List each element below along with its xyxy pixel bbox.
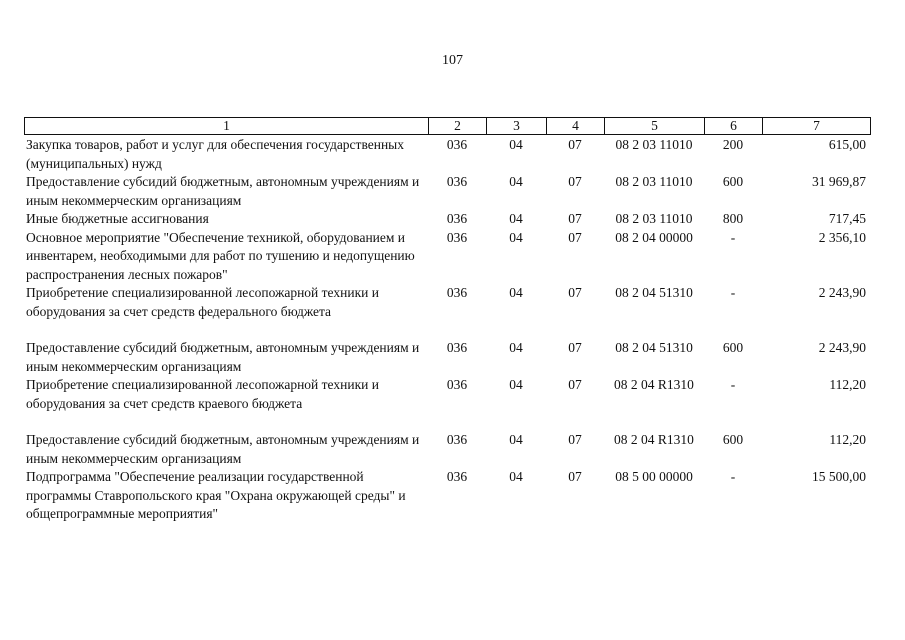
row-col-2: 036 <box>446 469 468 484</box>
table-row <box>24 210 870 229</box>
row-name: Предоставление субсидий бюджетным, автономным учреждениям и иным некоммерческим организациям <box>26 432 420 466</box>
row-col-4: 07 <box>568 285 582 300</box>
row-amount: 15 500,00 <box>812 469 866 484</box>
header-col-6: 6 <box>705 118 763 135</box>
page-number: 107 <box>442 53 463 68</box>
row-col-5: 08 2 04 51310 <box>615 285 693 300</box>
header-col-3: 3 <box>487 118 547 135</box>
row-amount: 2 243,90 <box>818 340 866 355</box>
row-col-4: 07 <box>568 229 582 245</box>
row-col-5: 08 2 03 11010 <box>615 211 693 226</box>
row-col-4: 07 <box>568 432 582 447</box>
table-row <box>24 376 870 413</box>
row-amount: 2 243,90 <box>818 285 866 300</box>
row-col-6: - <box>730 469 736 484</box>
row-col-4: 07 <box>568 340 582 355</box>
row-col-6: 600 <box>722 174 744 189</box>
header-col-4: 4 <box>547 118 605 135</box>
row-name: Основное мероприятие "Обеспечение техникой, оборудованием и инвентарем, необходимыми для работ по тушению и недопущению распространения лесных пожаров" <box>26 229 415 282</box>
row-col-3: 04 <box>509 377 523 392</box>
row-name: Иные бюджетные ассигнования <box>26 211 209 226</box>
table-row <box>24 468 870 524</box>
row-col-6: - <box>730 229 736 245</box>
header-col-1: 1 <box>25 118 429 135</box>
table-row <box>24 173 870 210</box>
row-col-3: 04 <box>509 285 523 300</box>
row-col-6: 800 <box>722 211 744 226</box>
row-col-4: 07 <box>568 211 582 226</box>
row-amount: 31 969,87 <box>812 174 866 189</box>
row-name: Приобретение специализированной лесопожарной техники и оборудования за счет средств федерального бюджета <box>26 285 379 319</box>
row-col-5: 08 5 00 00000 <box>615 469 693 484</box>
table-row <box>24 136 870 173</box>
row-name: Приобретение специализированной лесопожарной техники и оборудования за счет средств краевого бюджета <box>26 377 379 411</box>
row-col-2: 036 <box>446 229 468 245</box>
budget-table <box>24 136 870 524</box>
row-col-3: 04 <box>509 469 523 484</box>
row-col-3: 04 <box>509 174 523 189</box>
row-col-6: 600 <box>722 340 744 355</box>
row-col-4: 07 <box>568 377 582 392</box>
row-col-3: 04 <box>509 340 523 355</box>
header-col-2: 2 <box>429 118 487 135</box>
row-name: Предоставление субсидий бюджетным, автономным учреждениям и иным некоммерческим организациям <box>26 340 420 374</box>
row-col-2: 036 <box>446 432 468 447</box>
row-amount: 717,45 <box>828 211 866 226</box>
row-col-4: 07 <box>568 469 582 484</box>
row-amount: 2 356,10 <box>818 229 866 245</box>
row-col-5: 08 2 03 11010 <box>615 174 693 189</box>
row-col-5: 08 2 04 R1310 <box>614 377 694 392</box>
row-col-4: 07 <box>568 137 582 152</box>
row-col-3: 04 <box>509 229 523 245</box>
row-col-5: 08 2 04 51310 <box>615 340 693 355</box>
row-col-3: 04 <box>509 211 523 226</box>
row-col-6: - <box>730 285 736 300</box>
row-col-2: 036 <box>446 377 468 392</box>
header-col-5: 5 <box>605 118 705 135</box>
table-row <box>24 229 870 285</box>
header-col-7: 7 <box>763 118 871 135</box>
column-header-table <box>24 117 871 135</box>
row-col-6: 600 <box>722 432 744 447</box>
row-col-5: 08 2 03 11010 <box>615 137 693 152</box>
row-col-2: 036 <box>446 174 468 189</box>
table-row <box>24 339 870 376</box>
table-row <box>24 431 870 468</box>
row-col-6: 200 <box>722 137 744 152</box>
row-col-3: 04 <box>509 137 523 152</box>
row-col-5: 08 2 04 R1310 <box>614 432 694 447</box>
row-col-2: 036 <box>446 340 468 355</box>
row-amount: 112,20 <box>829 377 866 392</box>
row-col-5: 08 2 04 00000 <box>615 229 693 245</box>
row-col-2: 036 <box>446 211 468 226</box>
row-name: Предоставление субсидий бюджетным, автономным учреждениям и иным некоммерческим организациям <box>26 174 420 208</box>
row-col-3: 04 <box>509 432 523 447</box>
row-name: Закупка товаров, работ и услуг для обеспечения государственных (муниципальных) нужд <box>26 137 405 171</box>
row-col-4: 07 <box>568 174 582 189</box>
row-amount: 615,00 <box>828 137 866 152</box>
table-row <box>24 284 870 321</box>
row-name: Подпрограмма "Обеспечение реализации государственной программы Ставропольского края "Охрана окружающей среды" и общепрограммные мероприятия" <box>26 469 406 521</box>
row-col-2: 036 <box>446 285 468 300</box>
row-spacer <box>24 413 870 431</box>
header-row <box>25 118 871 135</box>
row-col-2: 036 <box>446 137 468 152</box>
row-spacer <box>24 321 870 339</box>
row-amount: 112,20 <box>829 432 866 447</box>
row-col-6: - <box>730 377 736 392</box>
